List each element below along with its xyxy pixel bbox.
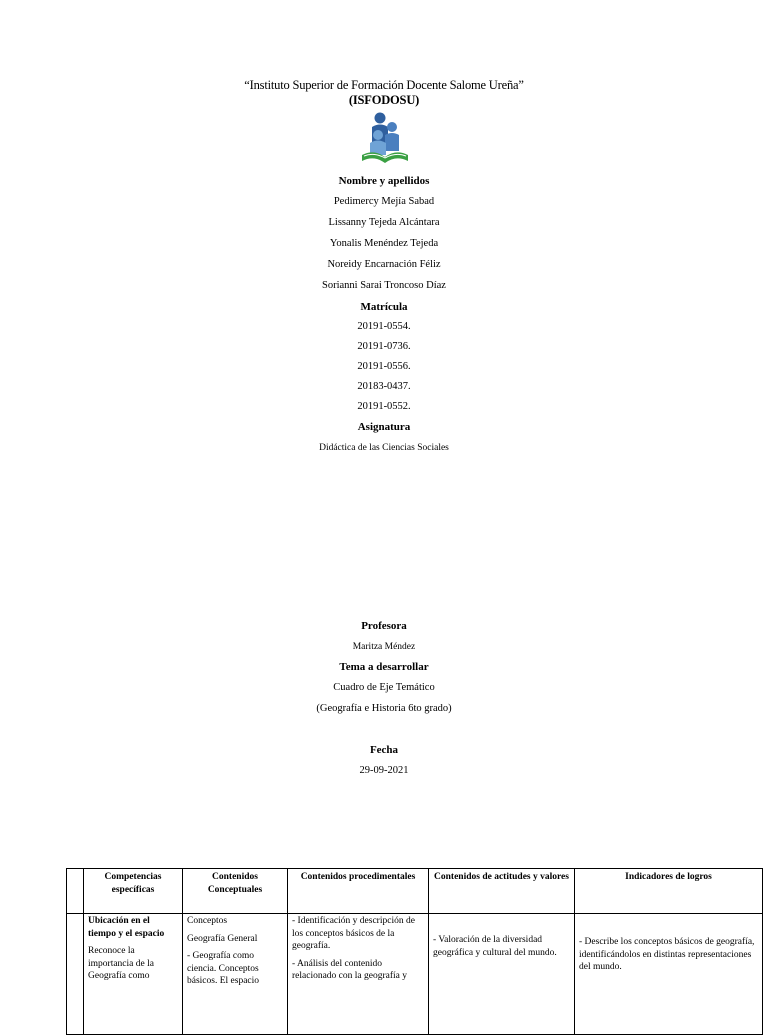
student-name: Noreidy Encarnación Féliz — [327, 259, 441, 270]
fecha-value: 29-09-2021 — [359, 765, 409, 776]
table-cell — [183, 914, 288, 1035]
table-cell — [288, 914, 429, 1035]
students-label: Nombre y apellidos — [338, 175, 430, 187]
student-name: Pedimercy Mejía Sabad — [333, 196, 435, 207]
asignatura-label: Asignatura — [357, 421, 411, 433]
competencia-text: Reconoce la importancia de la Geografía como — [88, 946, 154, 981]
institute-acronym: (ISFODOSU) — [348, 93, 420, 107]
profesora-value: Maritza Méndez — [352, 642, 416, 652]
matricula-value: 20183-0437. — [357, 381, 411, 392]
thematic-axis-table — [66, 868, 763, 1035]
table-header: Contenidos procedimentales — [288, 869, 429, 914]
procedimental-text: - Identificación y descripción de los conceptos básicos de la geografía. — [292, 916, 415, 951]
conceptual-text: - Geografía como ciencia. Conceptos básicos. El espacio — [187, 951, 260, 986]
conceptual-text: Conceptos — [187, 916, 228, 926]
asignatura-value: Didáctica de las Ciencias Sociales — [319, 443, 449, 453]
tema-subvalue: (Geografía e Historia 6to grado) — [316, 703, 452, 714]
table-header: Contenidos de actitudes y valores — [429, 869, 575, 914]
table-header: Contenidos Conceptuales — [183, 869, 288, 914]
table-header: Competencias específicas — [84, 869, 183, 914]
student-name: Sorianni Sarai Troncoso Díaz — [322, 280, 446, 291]
matricula-value: 20191-0552. — [357, 401, 411, 412]
people-reading-book-logo — [358, 111, 412, 167]
student-name: Yonalis Menéndez Tejeda — [329, 238, 439, 249]
table-header: Indicadores de logros — [575, 869, 763, 914]
conceptual-text: Geografía General — [187, 933, 258, 944]
matricula-value: 20191-0556. — [357, 361, 411, 372]
table-cell — [429, 914, 575, 1035]
table-header — [67, 869, 84, 914]
matricula-value: 20191-0554. — [357, 321, 411, 332]
table-row — [67, 914, 763, 1035]
actitudes-text: - Valoración de la diversidad geográfica y cultural del mundo. — [433, 935, 557, 958]
competencia-title: Ubicación en el tiempo y el espacio — [88, 916, 165, 939]
matricula-value: 20191-0736. — [357, 341, 411, 352]
tema-value: Cuadro de Eje Temático — [333, 682, 435, 693]
matricula-label: Matrícula — [360, 301, 408, 313]
table-header-row — [67, 869, 763, 914]
procedimental-text: - Análisis del contenido relacionado con la geografía y — [292, 958, 407, 981]
table-cell — [575, 914, 763, 1035]
table-cell — [84, 914, 183, 1035]
fecha-label: Fecha — [369, 744, 399, 756]
profesora-label: Profesora — [361, 620, 407, 632]
institute-name: “Instituto Superior de Formación Docente Salome Ureña” — [244, 78, 524, 92]
table-cell — [67, 914, 84, 1035]
logros-text: - Describe los conceptos básicos de geografía, identificándolos en distintas representaciones del mundo. — [579, 937, 755, 972]
tema-label: Tema a desarrollar — [339, 661, 429, 673]
student-name: Lissanny Tejeda Alcántara — [328, 217, 440, 228]
